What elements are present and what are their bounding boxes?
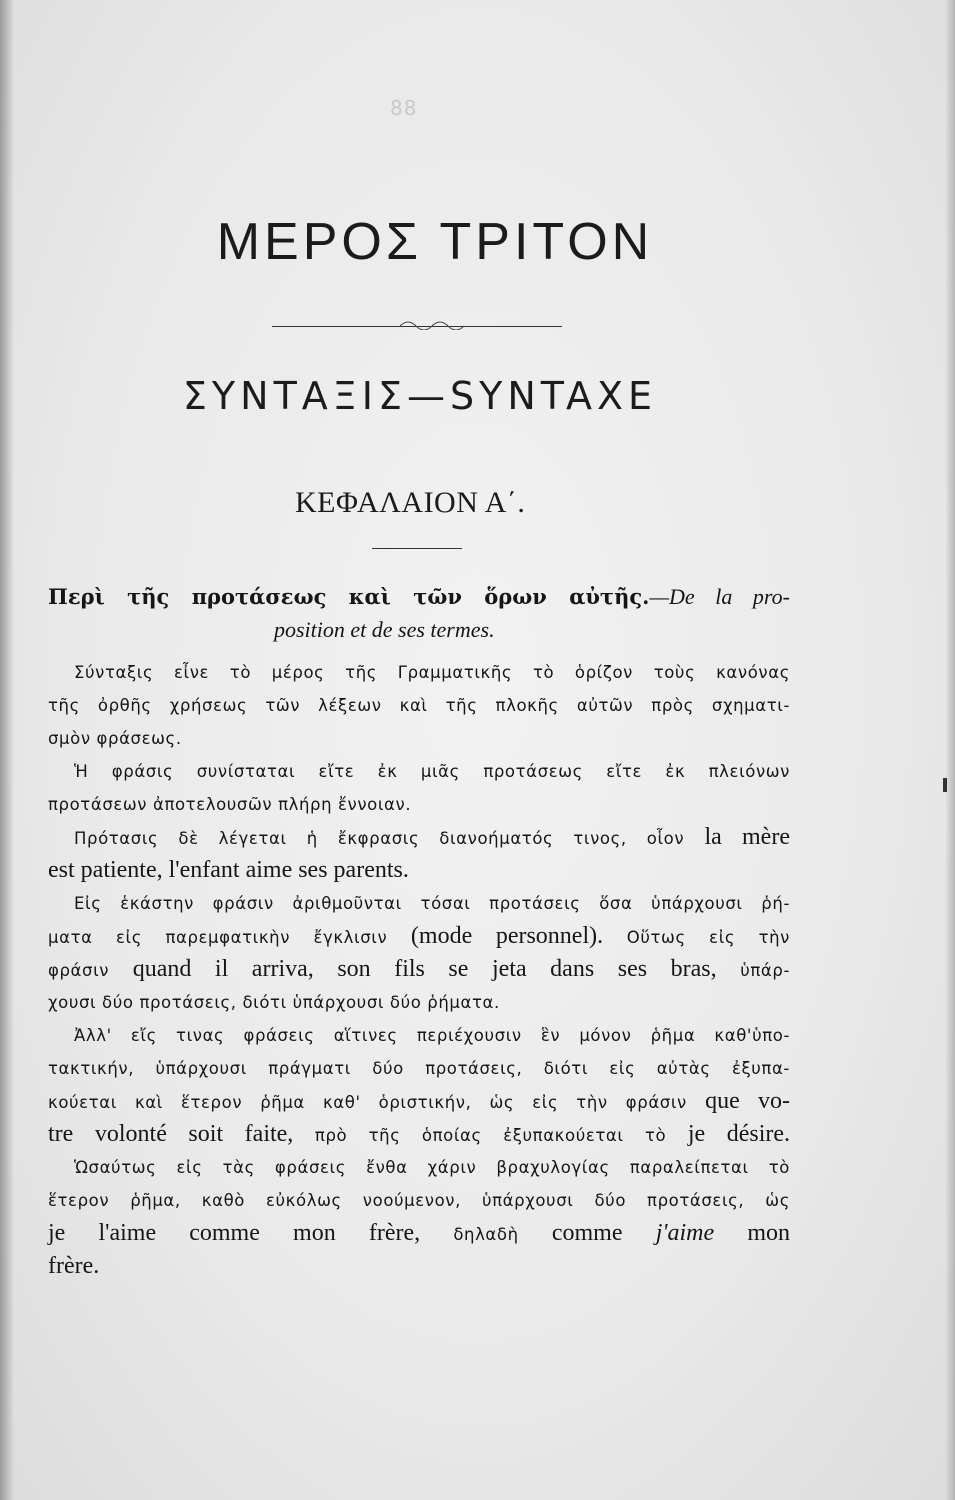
margin-mark — [943, 778, 947, 792]
part-title: ΜΕΡΟΣ ΤΡΙΤΟΝ — [216, 213, 654, 271]
french-text: mon — [747, 1220, 790, 1246]
greek-text: Ὡσαύτως εἰς τὰς φράσεις ἔνθα χάριν βραχυλογίας παραλείπεται τὸ — [74, 1158, 790, 1177]
paragraph-line — [48, 1184, 790, 1217]
greek-text: Σύνταξις εἶνε τὸ μέρος τῆς Γραμματικῆς τὸ ὁρίζον τοὺς κανόνας — [74, 663, 790, 682]
greek-text: Ἀλλ' εἴς τινας φράσεις αἵτινες περιέχουσιν ἓν μόνον ῥῆμα καθ'ὑπο- — [74, 1026, 790, 1045]
french-text: est patiente, l'enfant aime ses parents. — [48, 857, 409, 883]
greek-text: χουσι δύο προτάσεις, διότι ὑπάρχουσι δύο ῥήματα. — [48, 993, 500, 1012]
french-text-italic: j'aime — [655, 1220, 715, 1246]
page-right-shadow — [945, 0, 955, 1500]
paragraph-line — [48, 854, 790, 887]
paragraph-line — [48, 722, 790, 755]
paragraph-line — [48, 887, 790, 920]
paragraph-line — [48, 1250, 790, 1283]
greek-text: Πρότασις δὲ λέγεται ἡ ἔκφρασις διανοήματός τινος, οἷον — [74, 829, 685, 848]
paragraph-line — [48, 1052, 790, 1085]
french-text: que vo- — [705, 1088, 791, 1114]
body-text — [48, 580, 790, 1283]
heading-greek: Περὶ τῆς προτάσεως καὶ τῶν ὅρων αὐτῆς. — [48, 584, 650, 609]
paragraph-line — [48, 788, 790, 821]
french-text: quand il arriva, son fils se jeta dans ses bras, — [132, 956, 717, 982]
greek-text: τῆς ὀρθῆς χρήσεως τῶν λέξεων καὶ τῆς πλοκῆς αὐτῶν πρὸς σχηματι- — [48, 696, 790, 715]
french-text: je l'aime comme mon frère, — [48, 1220, 421, 1246]
french-text: je désire. — [687, 1121, 791, 1147]
greek-text: Ἡ φράσις συνίσταται εἴτε ἐκ μιᾶς προτάσεως εἴτε ἐκ πλειόνων — [74, 762, 790, 781]
paragraph-line — [48, 986, 790, 1019]
heading-french: De la pro- — [669, 584, 790, 609]
paragraph-line — [48, 656, 790, 689]
page-left-shadow — [0, 0, 14, 1500]
french-text: (mode personnel). — [410, 923, 604, 949]
greek-text: ἕτερον ῥῆμα, καθὸ εὐκόλως νοούμενον, ὑπάρχουσι δύο προτάσεις, ὡς — [48, 1191, 790, 1210]
french-text: la mère — [704, 824, 790, 850]
paragraph-line — [48, 1217, 790, 1250]
title-ornament — [400, 318, 470, 330]
greek-text: σμὸν φράσεως. — [48, 729, 182, 748]
french-text: comme — [551, 1220, 623, 1246]
paragraph-line — [48, 755, 790, 788]
greek-text: φράσιν — [48, 961, 110, 980]
greek-text: κούεται καὶ ἕτερον ῥῆμα καθ' ὁριστικήν, ὡς εἰς τὴν φράσιν — [48, 1093, 687, 1112]
heading-dash: — — [649, 584, 669, 609]
greek-text: πρὸ τῆς ὁποίας ἐξυπακούεται τὸ — [314, 1126, 667, 1145]
chapter-rule — [372, 548, 462, 549]
paragraph-line — [48, 920, 790, 953]
page-number: 88 — [390, 96, 418, 120]
french-text: tre volonté soit faite, — [48, 1121, 294, 1147]
heading-line-1 — [48, 580, 790, 613]
french-text: frère. — [48, 1253, 100, 1279]
paragraph-line — [48, 953, 790, 986]
paragraph-line — [48, 1151, 790, 1184]
paragraph-line — [48, 821, 790, 854]
paragraph-line — [48, 1118, 790, 1151]
greek-text: ματα εἰς παρεμφατικὴν ἔγκλισιν — [48, 928, 388, 947]
greek-text: τακτικήν, ὑπάρχουσι πράγματι δύο προτάσεις, διότι εἰς αὐτὰς ἐξυπα- — [48, 1059, 790, 1078]
greek-text: προτάσεων ἀποτελουσῶν πλήρη ἔννοιαν. — [48, 795, 412, 814]
greek-text: Εἰς ἑκάστην φράσιν ἀριθμοῦνται τόσαι προτάσεις ὅσα ὑπάρχουσι ῥή- — [74, 894, 790, 913]
greek-text: δηλαδὴ — [453, 1225, 519, 1244]
paragraph-line — [48, 1019, 790, 1052]
greek-text: ὑπάρ- — [740, 961, 791, 980]
paragraph-line — [48, 689, 790, 722]
heading-line-2 — [48, 613, 790, 646]
chapter-title: ΚΕΦΑΛΑΙΟΝ Α΄. — [295, 486, 526, 519]
greek-text: Οὕτως εἰς τὴν — [626, 928, 791, 947]
section-title: ΣΥΝΤΑΞΙΣ—SYNTAXE — [182, 374, 658, 418]
heading-french-cont: position et de ses termes. — [274, 617, 495, 642]
paragraph-line — [48, 1085, 790, 1118]
